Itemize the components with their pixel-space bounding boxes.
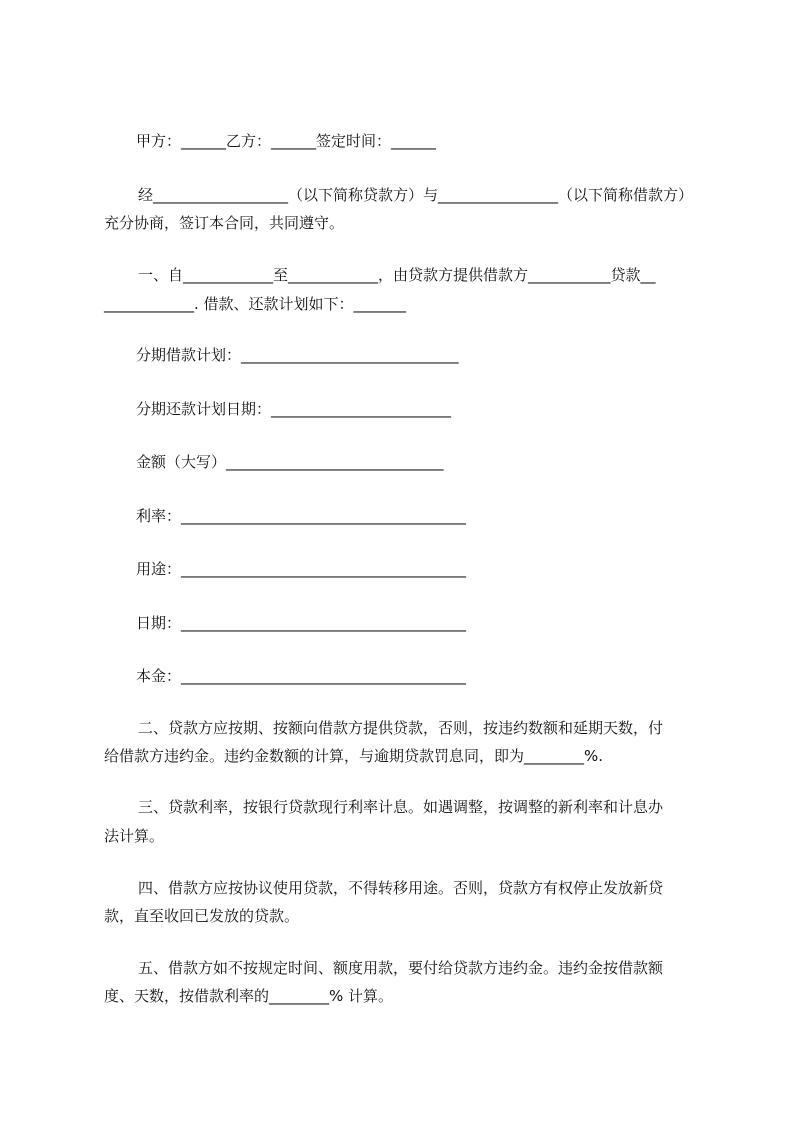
clause-2-line-1: 二、贷款方应按期、按额向借款方提供贷款，否则，按违约数额和延期天数，付 [138,719,664,737]
clause-5-line-2: 度、天数，按借款利率的________% 计算。 [104,987,394,1005]
parties-line: 甲方：______乙方：______签定时间：______ [136,132,437,150]
clause-4-line-1: 四、借款方应按协议使用贷款，不得转移用途。否则，贷款方有权停止发放新贷 [138,879,664,897]
clause-1-line-2: ____________. 借款、还款计划如下：_______ [104,295,407,313]
clause-5-line-1: 五、借款方如不按规定时间、额度用款，要付给贷款方违约金。违约金按借款额 [138,959,664,977]
intro-line-2: 充分协商，签订本合同，共同遵守。 [104,214,345,232]
field-installment-repay-date: 分期还款计划日期：________________________ [136,400,452,418]
field-installment-loan-plan: 分期借款计划：_____________________________ [136,346,459,364]
intro-line-1: 经__________________（以下简称贷款方）与________________（以下简称借款方） [138,186,694,204]
field-principal: 本金：______________________________________ [136,667,467,685]
field-amount-capital: 金额（大写）_____________________________ [136,453,444,471]
field-date: 日期：______________________________________ [136,614,467,632]
field-purpose: 用途：______________________________________ [136,560,467,578]
clause-3-line-1: 三、贷款利率，按银行贷款现行利率计息。如遇调整，按调整的新利率和计息办 [138,798,664,816]
clause-4-line-2: 款，直至收回已发放的贷款。 [104,907,300,925]
clause-3-line-2: 法计算。 [104,827,165,845]
clause-1-line-1: 一、自____________至____________，由贷款方提供借款方___________贷款__ [138,266,656,284]
clause-2-line-2: 给借款方违约金。违约金数额的计算，与逾期贷款罚息同，即为________%. [104,747,604,765]
field-interest-rate: 利率：______________________________________ [136,507,467,525]
